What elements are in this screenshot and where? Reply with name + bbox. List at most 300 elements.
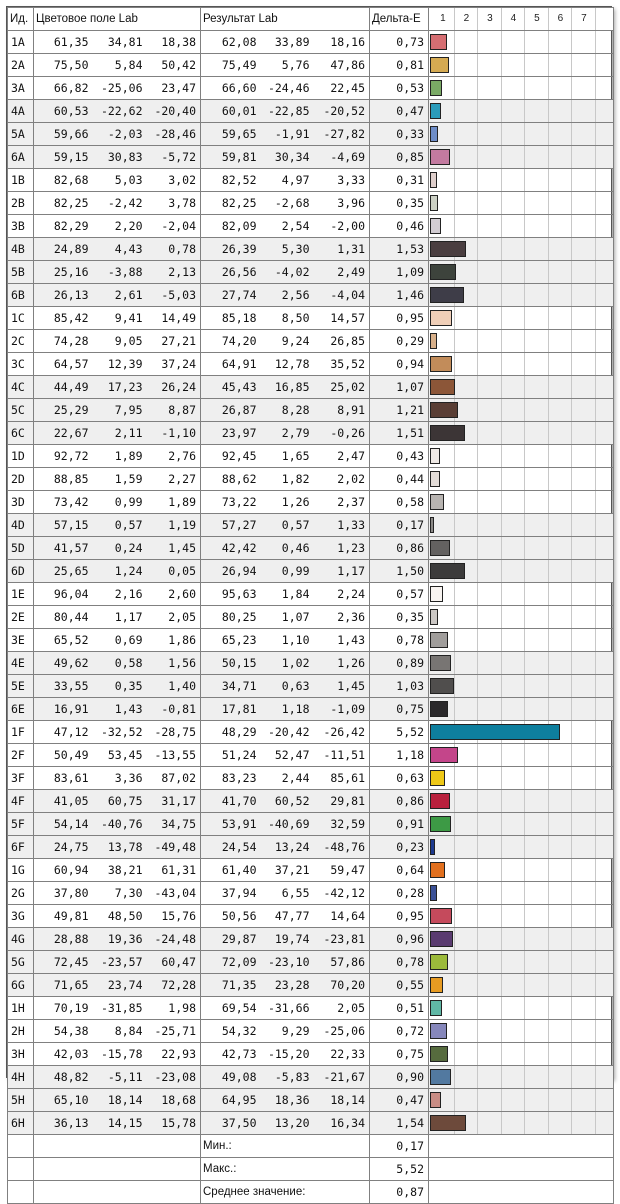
grid-line xyxy=(595,54,596,76)
table-row xyxy=(8,882,614,905)
result-l: 26,94 xyxy=(201,560,261,583)
result-l: 69,54 xyxy=(201,997,261,1020)
grid-line xyxy=(454,905,455,927)
delta-e-bar-cell xyxy=(429,744,614,767)
result-b: 25,02 xyxy=(314,376,370,399)
field-b: -0,81 xyxy=(147,698,201,721)
grid-line xyxy=(454,583,455,605)
grid-line xyxy=(548,54,549,76)
patch-id: 1F xyxy=(8,721,34,744)
result-b: -42,12 xyxy=(314,882,370,905)
grid-line xyxy=(477,169,478,191)
grid-line xyxy=(548,905,549,927)
delta-e-value: 1,09 xyxy=(370,261,429,284)
table-row xyxy=(8,100,614,123)
result-b: -21,67 xyxy=(314,1066,370,1089)
field-l: 54,38 xyxy=(34,1020,93,1043)
delta-e-bar xyxy=(430,80,442,96)
grid-line xyxy=(595,192,596,214)
grid-line xyxy=(454,790,455,812)
grid-line xyxy=(524,537,525,559)
result-l: 62,08 xyxy=(201,31,261,54)
grid-line xyxy=(595,169,596,191)
grid-line xyxy=(595,675,596,697)
field-b: 37,24 xyxy=(147,353,201,376)
result-b: 1,45 xyxy=(314,675,370,698)
result-l: 26,56 xyxy=(201,261,261,284)
field-a: -2,42 xyxy=(93,192,147,215)
table-row xyxy=(8,1089,614,1112)
grid-line xyxy=(571,698,572,720)
delta-e-bar-cell xyxy=(429,399,614,422)
patch-id: 1C xyxy=(8,307,34,330)
delta-e-bar-cell xyxy=(429,77,614,100)
grid-line xyxy=(501,997,502,1019)
result-a: 1,10 xyxy=(261,629,314,652)
field-b: -25,71 xyxy=(147,1020,201,1043)
grid-line xyxy=(548,882,549,904)
delta-e-bar xyxy=(430,655,451,671)
patch-id: 2B xyxy=(8,192,34,215)
result-a: 1,84 xyxy=(261,583,314,606)
grid-line xyxy=(595,307,596,329)
delta-e-bar xyxy=(430,724,560,740)
patch-id: 1G xyxy=(8,859,34,882)
field-b: 2,05 xyxy=(147,606,201,629)
patch-id: 3A xyxy=(8,77,34,100)
table-row xyxy=(8,146,614,169)
result-b: 18,16 xyxy=(314,31,370,54)
table-row xyxy=(8,744,614,767)
delta-e-bar xyxy=(430,448,440,464)
result-l: 27,74 xyxy=(201,284,261,307)
table-row xyxy=(8,399,614,422)
grid-line xyxy=(595,997,596,1019)
delta-e-value: 0,35 xyxy=(370,606,429,629)
grid-line xyxy=(454,1043,455,1065)
header-row xyxy=(8,8,614,31)
grid-line xyxy=(571,859,572,881)
result-a: -40,69 xyxy=(261,813,314,836)
grid-line xyxy=(548,928,549,950)
field-a: 30,83 xyxy=(93,146,147,169)
grid-line xyxy=(571,836,572,858)
delta-e-value: 0,55 xyxy=(370,974,429,997)
result-a: 1,82 xyxy=(261,468,314,491)
field-a: 7,95 xyxy=(93,399,147,422)
delta-e-bar xyxy=(430,402,458,418)
delta-e-bar xyxy=(430,701,448,717)
result-a: -24,46 xyxy=(261,77,314,100)
grid-line xyxy=(571,261,572,283)
delta-e-value: 1,21 xyxy=(370,399,429,422)
grid-line xyxy=(477,146,478,168)
grid-line xyxy=(454,445,455,467)
min-value: 0,17 xyxy=(370,1135,429,1158)
result-a: 2,44 xyxy=(261,767,314,790)
result-b: -0,26 xyxy=(314,422,370,445)
grid-line xyxy=(571,813,572,835)
result-a: 0,46 xyxy=(261,537,314,560)
result-l: 73,22 xyxy=(201,491,261,514)
field-b: 1,89 xyxy=(147,491,201,514)
result-l: 53,91 xyxy=(201,813,261,836)
grid-line xyxy=(548,307,549,329)
result-b: 1,43 xyxy=(314,629,370,652)
grid-line xyxy=(524,399,525,421)
grid-line xyxy=(595,1089,596,1111)
grid-line xyxy=(501,376,502,398)
field-a: 0,24 xyxy=(93,537,147,560)
grid-line xyxy=(548,77,549,99)
grid-line xyxy=(548,1066,549,1088)
delta-e-bar xyxy=(430,517,434,533)
delta-e-bar-cell xyxy=(429,353,614,376)
result-a: 47,77 xyxy=(261,905,314,928)
field-l: 24,89 xyxy=(34,238,93,261)
field-a: -3,88 xyxy=(93,261,147,284)
result-a: -31,66 xyxy=(261,997,314,1020)
grid-line xyxy=(477,284,478,306)
grid-line xyxy=(501,353,502,375)
delta-e-bar-cell xyxy=(429,330,614,353)
table-row xyxy=(8,284,614,307)
result-b: -27,82 xyxy=(314,123,370,146)
field-b: 15,76 xyxy=(147,905,201,928)
grid-line xyxy=(571,353,572,375)
scale-grid-line xyxy=(477,8,478,30)
grid-line xyxy=(454,606,455,628)
grid-line xyxy=(477,1089,478,1111)
delta-e-bar xyxy=(430,839,435,855)
patch-id: 4C xyxy=(8,376,34,399)
patch-id: 2F xyxy=(8,744,34,767)
grid-line xyxy=(571,997,572,1019)
table-row xyxy=(8,606,614,629)
grid-line xyxy=(571,1043,572,1065)
result-b: 16,34 xyxy=(314,1112,370,1135)
grid-line xyxy=(477,1043,478,1065)
grid-line xyxy=(524,813,525,835)
patch-id: 6A xyxy=(8,146,34,169)
max-value: 5,52 xyxy=(370,1158,429,1181)
delta-e-bar-cell xyxy=(429,928,614,951)
delta-e-value: 0,53 xyxy=(370,77,429,100)
grid-line xyxy=(477,606,478,628)
result-b: 70,20 xyxy=(314,974,370,997)
grid-line xyxy=(501,100,502,122)
grid-line xyxy=(548,468,549,490)
result-a: 60,52 xyxy=(261,790,314,813)
result-l: 92,45 xyxy=(201,445,261,468)
delta-e-value: 0,72 xyxy=(370,1020,429,1043)
grid-line xyxy=(571,583,572,605)
grid-line xyxy=(548,698,549,720)
grid-line xyxy=(501,1112,502,1134)
grid-line xyxy=(548,560,549,582)
grid-line xyxy=(571,284,572,306)
field-b: -23,08 xyxy=(147,1066,201,1089)
delta-e-scale xyxy=(429,8,614,31)
grid-line xyxy=(548,1089,549,1111)
patch-id: 5F xyxy=(8,813,34,836)
delta-e-value: 1,18 xyxy=(370,744,429,767)
grid-line xyxy=(524,330,525,352)
grid-line xyxy=(595,284,596,306)
grid-line xyxy=(595,767,596,789)
table-row xyxy=(8,997,614,1020)
grid-line xyxy=(548,169,549,191)
result-l: 82,52 xyxy=(201,169,261,192)
grid-line xyxy=(501,744,502,766)
table-row xyxy=(8,307,614,330)
result-b: 8,91 xyxy=(314,399,370,422)
grid-line xyxy=(548,790,549,812)
field-l: 24,75 xyxy=(34,836,93,859)
patch-id: 1B xyxy=(8,169,34,192)
grid-line xyxy=(454,192,455,214)
result-b: 2,37 xyxy=(314,491,370,514)
patch-id: 2C xyxy=(8,330,34,353)
summary-row-min xyxy=(8,1135,614,1158)
result-b: -1,09 xyxy=(314,698,370,721)
delta-e-bar-cell xyxy=(429,468,614,491)
result-b: -20,52 xyxy=(314,100,370,123)
grid-line xyxy=(571,77,572,99)
field-l: 96,04 xyxy=(34,583,93,606)
delta-e-bar xyxy=(430,793,450,809)
grid-line xyxy=(571,100,572,122)
grid-line xyxy=(548,100,549,122)
delta-e-bar xyxy=(430,195,438,211)
delta-e-bar xyxy=(430,1046,448,1062)
grid-line xyxy=(548,537,549,559)
delta-e-bar xyxy=(430,264,456,280)
scale-tick-label: 5 xyxy=(534,13,540,24)
grid-line xyxy=(454,54,455,76)
grid-line xyxy=(501,629,502,651)
grid-line xyxy=(524,307,525,329)
result-l: 95,63 xyxy=(201,583,261,606)
result-l: 26,39 xyxy=(201,238,261,261)
result-l: 37,94 xyxy=(201,882,261,905)
result-a: -22,85 xyxy=(261,100,314,123)
grid-line xyxy=(524,31,525,53)
grid-line xyxy=(477,491,478,513)
grid-line xyxy=(454,353,455,375)
field-b: 18,38 xyxy=(147,31,201,54)
result-b: 26,85 xyxy=(314,330,370,353)
scale-tick-label: 7 xyxy=(581,13,587,24)
field-l: 71,65 xyxy=(34,974,93,997)
result-l: 82,09 xyxy=(201,215,261,238)
grid-line xyxy=(477,997,478,1019)
delta-e-bar xyxy=(430,1000,442,1016)
field-l: 47,12 xyxy=(34,721,93,744)
grid-line xyxy=(595,652,596,674)
grid-line xyxy=(524,652,525,674)
delta-e-bar xyxy=(430,494,444,510)
field-a: 0,69 xyxy=(93,629,147,652)
result-l: 75,49 xyxy=(201,54,261,77)
delta-e-bar xyxy=(430,862,445,878)
result-l: 88,62 xyxy=(201,468,261,491)
field-b: -28,75 xyxy=(147,721,201,744)
delta-e-bar-cell xyxy=(429,1089,614,1112)
result-a: 1,07 xyxy=(261,606,314,629)
field-a: 13,78 xyxy=(93,836,147,859)
table-row xyxy=(8,928,614,951)
grid-line xyxy=(501,928,502,950)
grid-line xyxy=(477,261,478,283)
field-a: -2,03 xyxy=(93,123,147,146)
grid-line xyxy=(501,123,502,145)
table-row xyxy=(8,422,614,445)
delta-e-bar xyxy=(430,241,466,257)
grid-line xyxy=(454,882,455,904)
delta-e-value: 0,78 xyxy=(370,951,429,974)
field-l: 41,57 xyxy=(34,537,93,560)
grid-line xyxy=(548,123,549,145)
grid-line xyxy=(477,399,478,421)
grid-line xyxy=(454,974,455,996)
field-l: 82,29 xyxy=(34,215,93,238)
field-a: 0,35 xyxy=(93,675,147,698)
delta-e-bar xyxy=(430,149,450,165)
delta-e-bar-cell xyxy=(429,997,614,1020)
result-b: 47,86 xyxy=(314,54,370,77)
grid-line xyxy=(501,1043,502,1065)
delta-e-value: 0,47 xyxy=(370,100,429,123)
field-b: 8,87 xyxy=(147,399,201,422)
grid-line xyxy=(501,468,502,490)
field-b: 60,47 xyxy=(147,951,201,974)
grid-line xyxy=(548,951,549,973)
grid-line xyxy=(477,859,478,881)
grid-line xyxy=(548,376,549,398)
field-l: 74,28 xyxy=(34,330,93,353)
grid-line xyxy=(454,146,455,168)
grid-line xyxy=(454,767,455,789)
grid-line xyxy=(571,399,572,421)
result-a: 0,57 xyxy=(261,514,314,537)
patch-id: 6E xyxy=(8,698,34,721)
delta-e-value: 0,75 xyxy=(370,698,429,721)
delta-e-value: 0,57 xyxy=(370,583,429,606)
field-a: 17,23 xyxy=(93,376,147,399)
grid-line xyxy=(548,284,549,306)
delta-e-bar-cell xyxy=(429,813,614,836)
field-l: 42,03 xyxy=(34,1043,93,1066)
patch-id: 1E xyxy=(8,583,34,606)
grid-line xyxy=(524,100,525,122)
grid-line xyxy=(595,100,596,122)
field-l: 85,42 xyxy=(34,307,93,330)
field-b: 23,47 xyxy=(147,77,201,100)
patch-id: 4B xyxy=(8,238,34,261)
field-l: 65,10 xyxy=(34,1089,93,1112)
field-a: 2,11 xyxy=(93,422,147,445)
result-l: 82,25 xyxy=(201,192,261,215)
grid-line xyxy=(501,422,502,444)
delta-e-bar-cell xyxy=(429,215,614,238)
field-a: 34,81 xyxy=(93,31,147,54)
grid-line xyxy=(501,767,502,789)
delta-e-value: 0,91 xyxy=(370,813,429,836)
field-l: 48,82 xyxy=(34,1066,93,1089)
delta-e-bar-cell xyxy=(429,606,614,629)
delta-e-bar xyxy=(430,57,449,73)
field-a: 1,59 xyxy=(93,468,147,491)
delta-e-bar xyxy=(430,172,437,188)
grid-line xyxy=(524,629,525,651)
field-a: -31,85 xyxy=(93,997,147,1020)
result-l: 42,42 xyxy=(201,537,261,560)
grid-line xyxy=(524,1020,525,1042)
result-a: 37,21 xyxy=(261,859,314,882)
table-row xyxy=(8,376,614,399)
field-b: -28,46 xyxy=(147,123,201,146)
grid-line xyxy=(548,606,549,628)
field-l: 80,44 xyxy=(34,606,93,629)
result-a: -15,20 xyxy=(261,1043,314,1066)
result-l: 37,50 xyxy=(201,1112,261,1135)
delta-e-bar-cell xyxy=(429,790,614,813)
grid-line xyxy=(501,836,502,858)
grid-line xyxy=(454,537,455,559)
table-row xyxy=(8,1066,614,1089)
result-b: 1,23 xyxy=(314,537,370,560)
delta-e-value: 1,03 xyxy=(370,675,429,698)
grid-line xyxy=(477,238,478,260)
result-b: -4,04 xyxy=(314,284,370,307)
patch-id: 3H xyxy=(8,1043,34,1066)
grid-line xyxy=(454,1089,455,1111)
field-b: -2,04 xyxy=(147,215,201,238)
grid-line xyxy=(477,675,478,697)
field-l: 25,65 xyxy=(34,560,93,583)
grid-line xyxy=(595,376,596,398)
delta-e-bar-cell xyxy=(429,238,614,261)
grid-line xyxy=(571,882,572,904)
field-l: 37,80 xyxy=(34,882,93,905)
field-a: 1,89 xyxy=(93,445,147,468)
grid-line xyxy=(571,560,572,582)
scale-grid-line xyxy=(595,8,596,30)
field-b: -13,55 xyxy=(147,744,201,767)
result-a: 0,63 xyxy=(261,675,314,698)
grid-line xyxy=(501,606,502,628)
field-b: 2,13 xyxy=(147,261,201,284)
grid-line xyxy=(548,767,549,789)
field-b: 1,45 xyxy=(147,537,201,560)
patch-id: 6C xyxy=(8,422,34,445)
grid-line xyxy=(595,330,596,352)
delta-e-bar xyxy=(430,977,443,993)
result-l: 23,97 xyxy=(201,422,261,445)
field-a: -15,78 xyxy=(93,1043,147,1066)
field-l: 57,15 xyxy=(34,514,93,537)
delta-e-bar-cell xyxy=(429,882,614,905)
table-row xyxy=(8,790,614,813)
field-l: 88,85 xyxy=(34,468,93,491)
field-l: 16,91 xyxy=(34,698,93,721)
result-b: 22,45 xyxy=(314,77,370,100)
grid-line xyxy=(501,859,502,881)
grid-line xyxy=(595,560,596,582)
grid-line xyxy=(571,1112,572,1134)
field-l: 73,42 xyxy=(34,491,93,514)
